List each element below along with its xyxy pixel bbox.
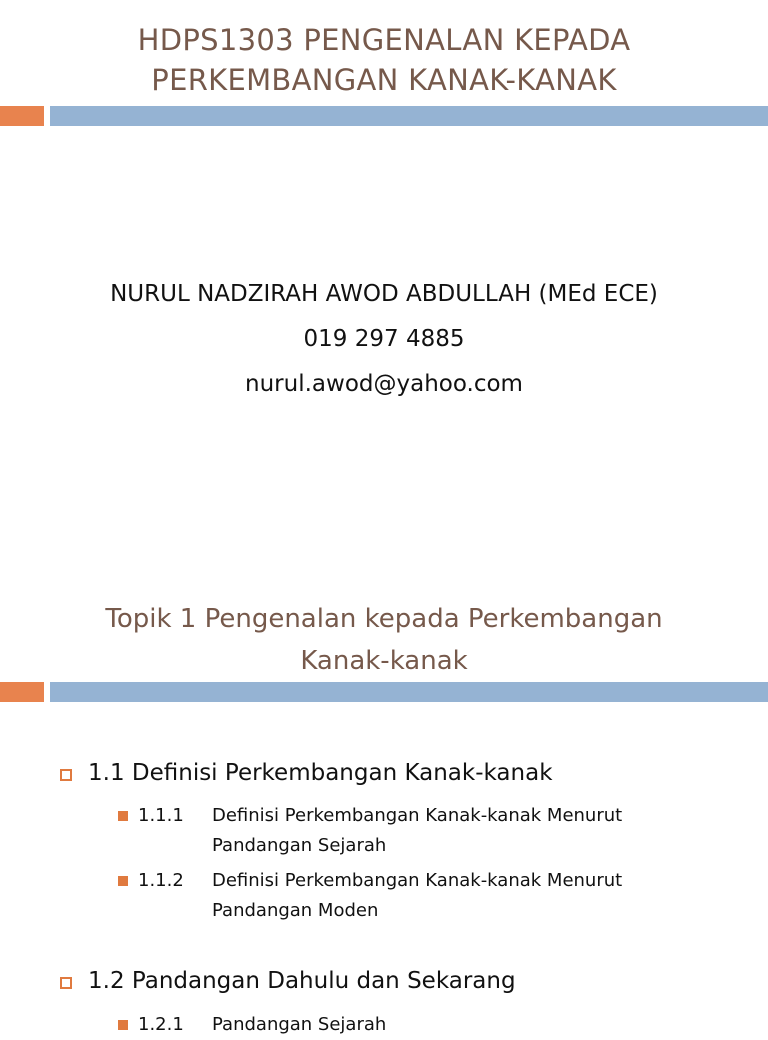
- subitem-number: 1.2.1: [138, 1014, 184, 1035]
- presenter-contact: [0, 272, 768, 407]
- subitem-number: 1.1.2: [138, 870, 184, 891]
- outline-item-label: 1.1 Definisi Perkembangan Kanak-kanak: [88, 760, 553, 786]
- slide-title-line-2: Kanak-kanak: [300, 646, 468, 676]
- slide-title: [0, 20, 768, 100]
- divider-blue-block: [50, 106, 768, 126]
- subitem-text: Definisi Perkembangan Kanak-kanak Menurut Pandangan Sejarah: [212, 805, 623, 856]
- slide-title-line-2: PERKEMBANGAN KANAK-KANAK: [151, 63, 617, 97]
- filled-square-bullet-icon: [118, 1020, 128, 1030]
- presenter-email: nurul.awod@yahoo.com: [245, 371, 523, 397]
- filled-square-bullet-icon: [118, 876, 128, 886]
- subitem-number: 1.1.1: [138, 805, 184, 826]
- title-divider-bar: [0, 682, 768, 702]
- hollow-square-bullet-icon: [60, 769, 72, 781]
- outline-item: [60, 968, 516, 994]
- presenter-phone: 019 297 4885: [303, 326, 465, 352]
- divider-orange-block: [0, 682, 44, 702]
- divider-blue-block: [50, 682, 768, 702]
- outline-item: [60, 760, 553, 786]
- topic-slide: [0, 584, 768, 1035]
- slide-title-line-1: HDPS1303 PENGENALAN KEPADA: [137, 23, 631, 57]
- subitem-text: Definisi Perkembangan Kanak-kanak Menurut Pandangan Moden: [212, 870, 623, 921]
- outline-item-label: 1.2 Pandangan Dahulu dan Sekarang: [88, 968, 516, 994]
- hollow-square-bullet-icon: [60, 977, 72, 989]
- slide-title: [0, 598, 768, 682]
- filled-square-bullet-icon: [118, 811, 128, 821]
- title-divider-bar: [0, 106, 768, 126]
- divider-orange-block: [0, 106, 44, 126]
- presenter-name: NURUL NADZIRAH AWOD ABDULLAH (MEd ECE): [110, 281, 658, 307]
- subitem-text: Pandangan Sejarah: [212, 1014, 387, 1035]
- slide-title-line-1: Topik 1 Pengenalan kepada Perkembangan: [105, 604, 663, 634]
